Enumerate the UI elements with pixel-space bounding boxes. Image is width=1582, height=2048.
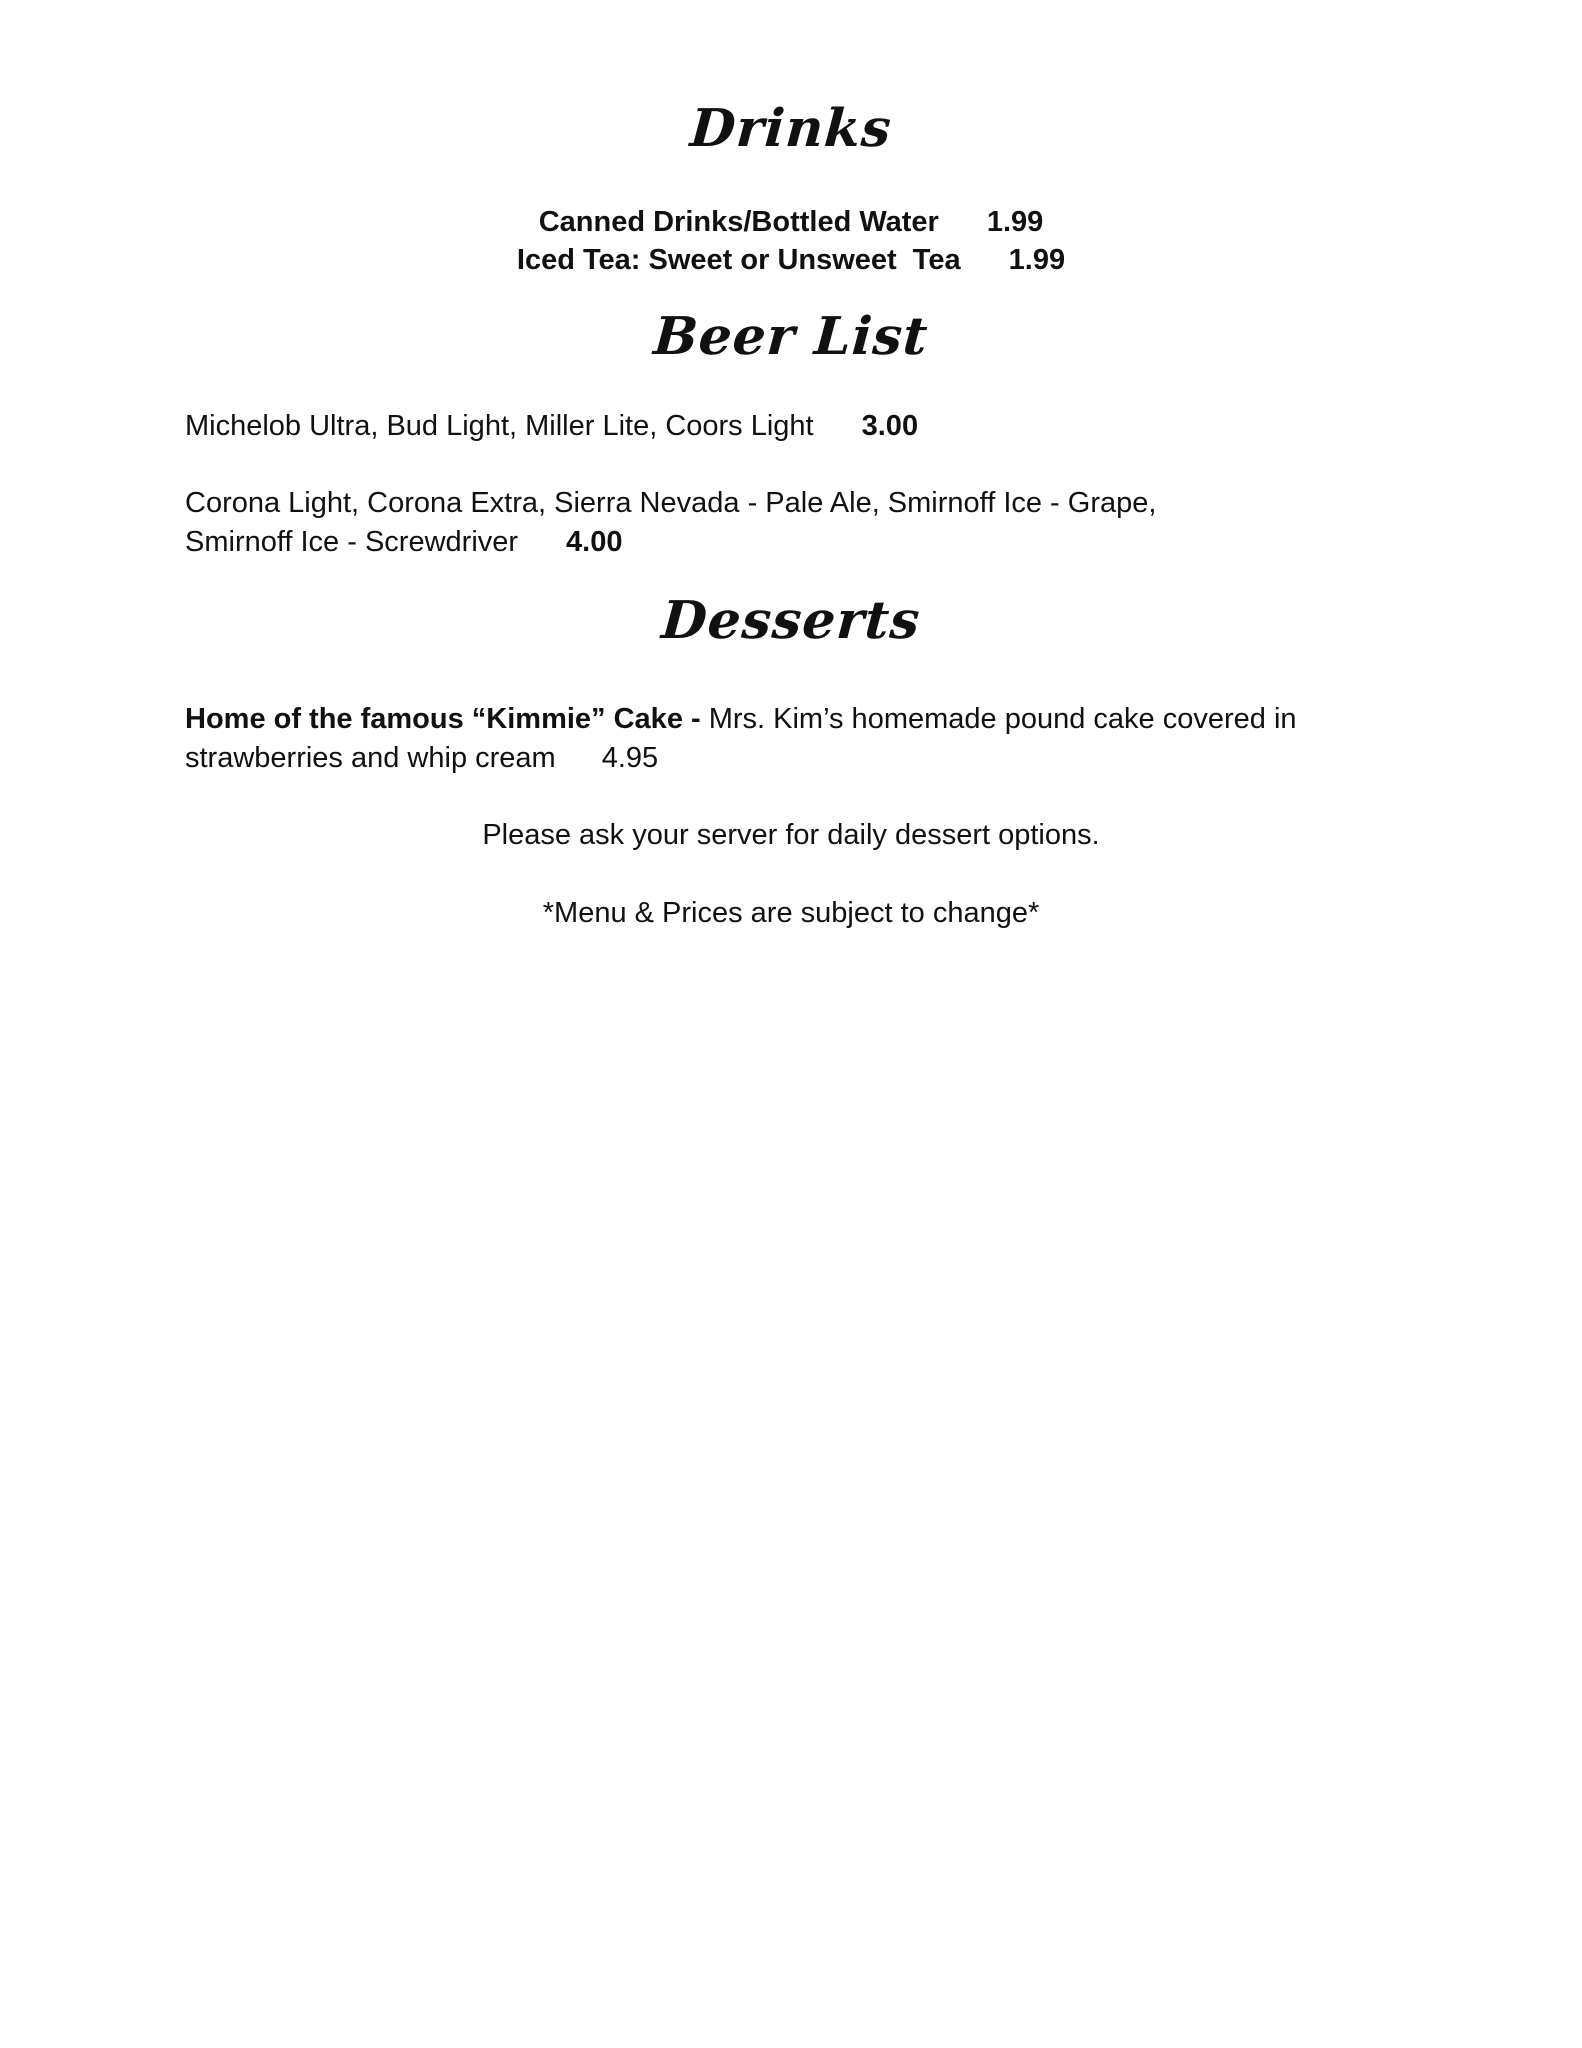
drinks-item-price: 1.99 bbox=[986, 206, 1044, 238]
beer-group-domestic bbox=[185, 406, 918, 446]
dessert-feature-line-2 bbox=[185, 738, 658, 778]
drinks-item-name: Iced Tea: Sweet or Unsweet Tea bbox=[516, 244, 961, 276]
beer-group-import-line-2 bbox=[185, 522, 623, 562]
dessert-feature-title: Home of the famous “Kimmie” Cake - bbox=[185, 703, 701, 735]
beer-group-text: Corona Light, Corona Extra, Sierra Nevada - Pale Ale, Smirnoff Ice - Grape, bbox=[185, 487, 1157, 519]
drinks-item-canned bbox=[0, 202, 1582, 242]
desserts-heading: Desserts bbox=[659, 590, 923, 651]
beer-group-import-line-1 bbox=[185, 483, 1156, 523]
drinks-item-price: 1.99 bbox=[1008, 244, 1066, 276]
menu-disclaimer: *Menu & Prices are subject to change* bbox=[542, 897, 1040, 929]
beer-group-price: 4.00 bbox=[566, 526, 623, 558]
beer-list-heading: Beer List bbox=[651, 306, 931, 367]
dessert-feature-description: Mrs. Kim’s homemade pound cake covered in bbox=[700, 703, 1297, 735]
drinks-heading: Drinks bbox=[688, 98, 894, 159]
drinks-item-name: Canned Drinks/Bottled Water bbox=[538, 206, 939, 238]
dessert-feature-price: 4.95 bbox=[601, 742, 659, 774]
beer-group-text: Michelob Ultra, Bud Light, Miller Lite, Coors Light bbox=[185, 410, 814, 442]
dessert-feature-description: strawberries and whip cream bbox=[185, 742, 556, 774]
drinks-item-iced-tea bbox=[0, 240, 1582, 280]
dessert-note: Please ask your server for daily dessert options. bbox=[482, 819, 1100, 851]
dessert-feature-line-1 bbox=[185, 699, 1297, 739]
beer-group-price: 3.00 bbox=[861, 410, 919, 442]
beer-group-text: Smirnoff Ice - Screwdriver bbox=[185, 526, 519, 558]
